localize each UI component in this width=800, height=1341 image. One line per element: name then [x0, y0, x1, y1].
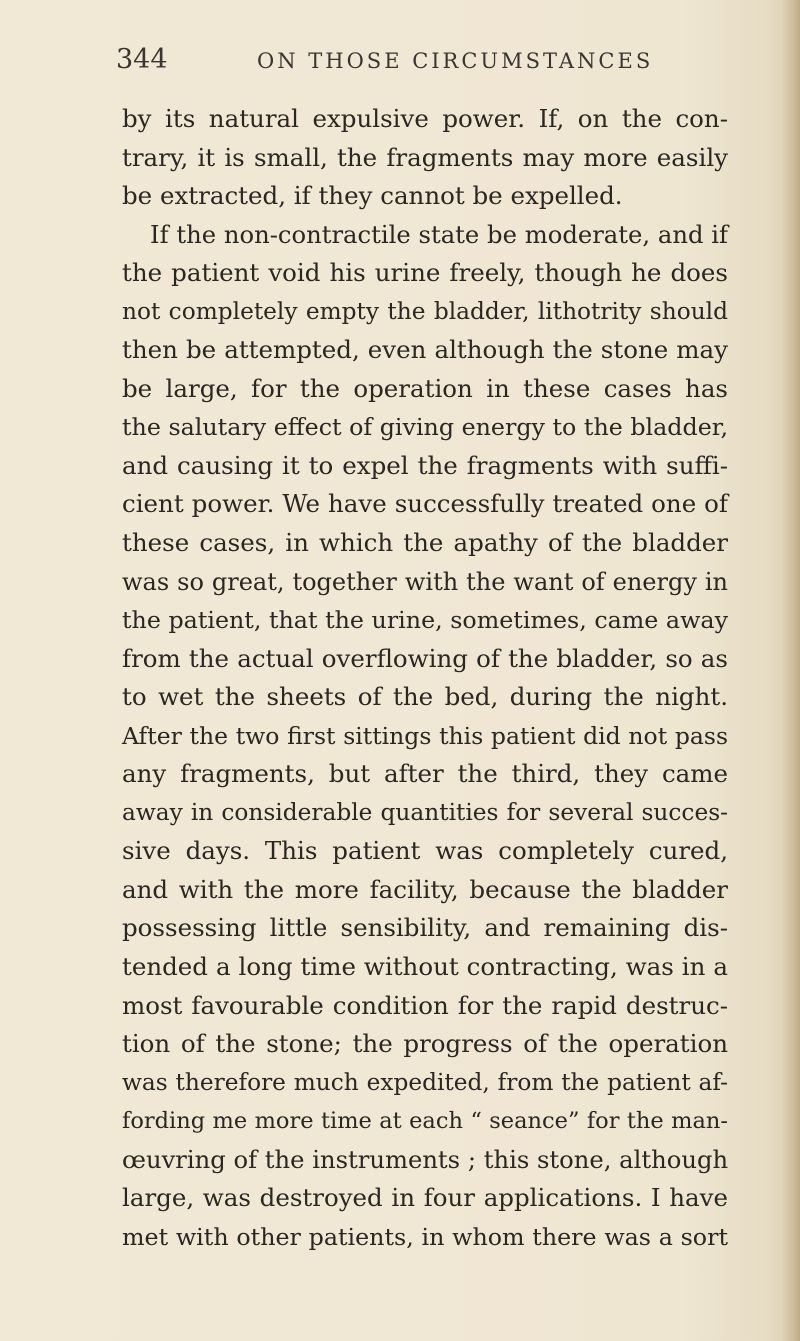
page-header [116, 40, 736, 80]
text-line: then be attempted, even although the stone may [122, 335, 728, 365]
text-line: these cases, in which the apathy of the bladder [122, 528, 728, 558]
text-line: the patient void his urine freely, though he does [122, 258, 728, 288]
text-line: be extracted, if they cannot be expelled. [122, 181, 623, 211]
text-line: tended a long time without contracting, was in a [122, 952, 728, 982]
text-line: tion of the stone; the progress of the operation [122, 1029, 728, 1059]
text-line: to wet the sheets of the bed, during the night. [122, 682, 728, 712]
text-line: If the non-contractile state be moderate, and if [150, 219, 728, 249]
text-line: any fragments, but after the third, they came [122, 759, 728, 789]
text-line: was therefore much expedited, from the patient af- [122, 1068, 728, 1096]
text-line: possessing little sensibility, and remaining dis- [122, 913, 728, 943]
body-text [122, 100, 728, 1256]
text-line: met with other patients, in whom there was a sort [122, 1222, 728, 1251]
text-line: sive days. This patient was completely cured, [122, 836, 728, 866]
text-line: and causing it to expel the fragments with suffi- [122, 450, 728, 480]
text-line: cient power. We have successfully treated one of [122, 489, 728, 519]
text-line: the salutary effect of giving energy to the bladder, [122, 413, 729, 442]
text-line: œuvring of the instruments ; this stone, although [122, 1144, 729, 1174]
page-number: 344 [116, 44, 168, 75]
text-line: large, was destroyed in four applications. I have [122, 1183, 728, 1213]
text-line: from the actual overflowing of the bladder, so as [122, 643, 728, 673]
text-line: and with the more facility, because the bladder [122, 874, 728, 904]
text-line: be large, for the operation in these cases has [122, 373, 728, 403]
text-line: most favourable condition for the rapid destruc- [122, 990, 728, 1020]
text-line: away in considerable quantities for several succes- [122, 798, 728, 826]
text-line: not completely empty the bladder, lithotrity should [122, 297, 728, 325]
running-head: ON THOSE CIRCUMSTANCES [257, 49, 654, 73]
text-line: trary, it is small, the fragments may more easily [122, 142, 728, 172]
text-line: by its natural expulsive power. If, on the con- [122, 104, 728, 133]
text-line: the patient, that the urine, sometimes, came away [122, 606, 728, 635]
text-line: fording me more time at each “ seance” for the man- [122, 1108, 728, 1135]
text-line: was so great, together with the want of energy in [122, 567, 728, 596]
text-line: After the two first sittings this patient did not pass [122, 721, 728, 750]
page-edge-shadow [782, 0, 800, 1341]
